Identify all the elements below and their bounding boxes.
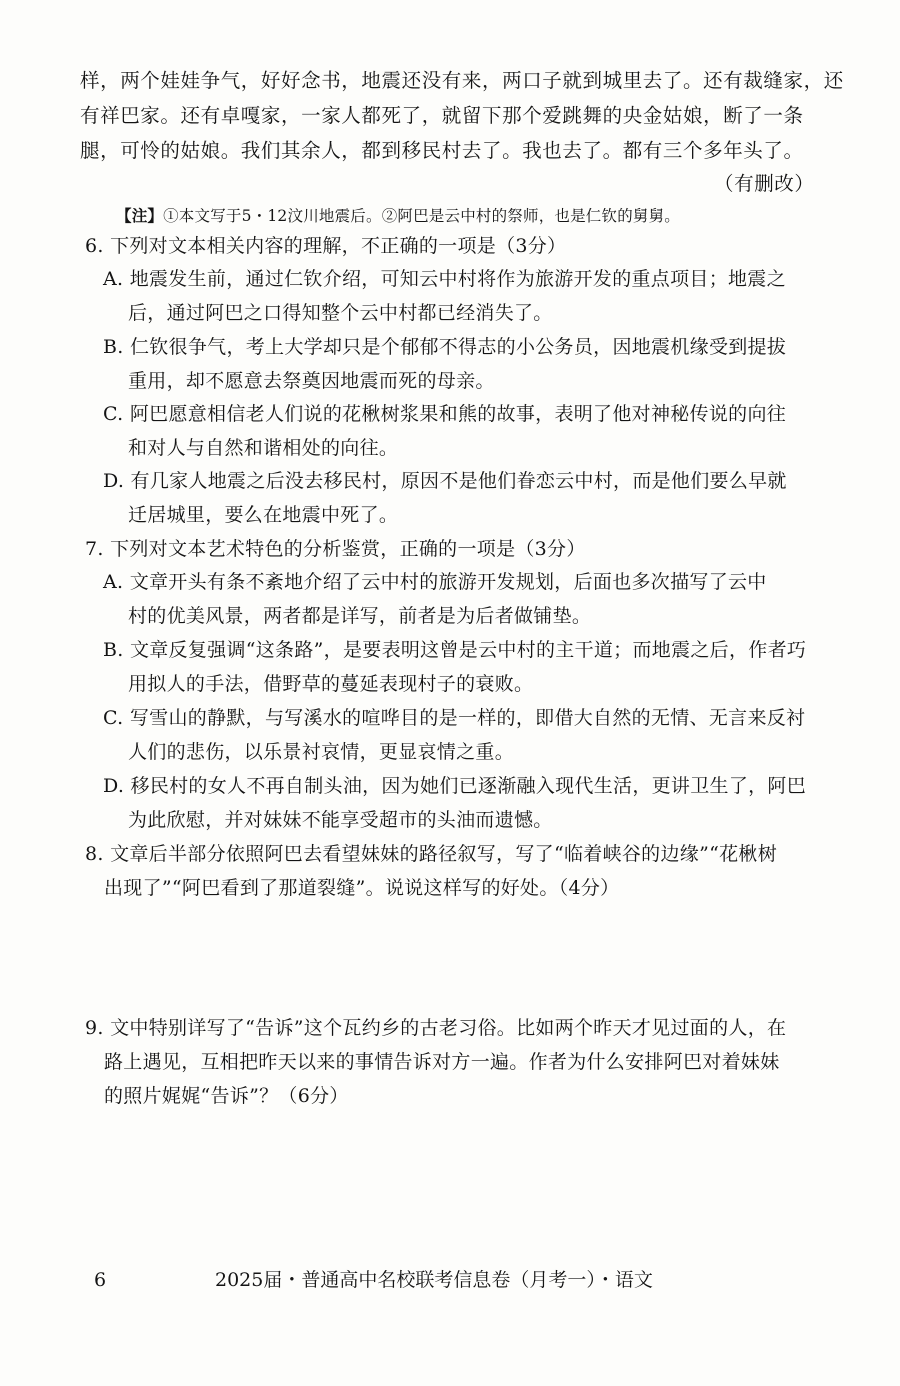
question-9-stem-cont: 路上遇见，互相把昨天以来的事情告诉对方一遍。作者为什么安排阿巴对着妹妹 [104,1051,780,1073]
question-9-stem-cont: 的照片娓娓“告诉”？（6分） [104,1085,349,1107]
footnote-text: ①本文写于5・12汶川地震后。②阿巴是云中村的祭师，也是仁钦的舅舅。 [163,207,680,225]
question-6-option-a-cont: 后，通过阿巴之口得知整个云中村都已经消失了。 [128,302,553,324]
passage-line: 有祥巴家。还有卓嘎家，一家人都死了，就留下那个爱跳舞的央金姑娘，断了一条 [80,104,804,127]
question-9-stem: 9. 文中特别详写了“告诉”这个瓦约乡的古老习俗。比如两个昨天才见过面的人，在 [85,1017,787,1039]
question-7-option-a: A. 文章开头有条不紊地介绍了云中村的旅游开发规划，后面也多次描写了云中 [103,571,767,593]
question-7-option-c-cont: 人们的悲伤，以乐景衬哀情，更显哀情之重。 [128,741,515,763]
source-note: （有删改） [714,172,815,195]
passage-line: 样，两个娃娃争气，好好念书，地震还没有来，两口子就到城里去了。还有裁缝家，还 [80,69,844,92]
question-7-option-b-cont: 用拟人的手法，借野草的蔓延表现村子的衰败。 [128,673,534,695]
question-7-option-b: B. 文章反复强调“这条路”，是要表明这曾是云中村的主干道；而地震之后，作者巧 [103,639,807,661]
question-6-option-a: A. 地震发生前，通过仁钦介绍，可知云中村将作为旅游开发的重点项目；地震之 [103,268,786,290]
question-6-option-b: B. 仁钦很争气，考上大学却只是个郁郁不得志的小公务员，因地震机缘受到提拔 [103,336,787,358]
passage-line: 腿，可怜的姑娘。我们其余人，都到移民村去了。我也去了。都有三个多年头了。 [80,139,804,162]
page-number: 6 [94,1269,107,1291]
question-6-option-d: D. 有几家人地震之后没去移民村，原因不是他们眷恋云中村，而是他们要么早就 [103,470,787,492]
question-7-option-a-cont: 村的优美风景，两者都是详写，前者是为后者做铺垫。 [128,605,592,627]
question-7-option-d-cont: 为此欣慰，并对妹妹不能享受超市的头油而遗憾。 [128,809,553,831]
question-6-option-d-cont: 迁居城里，要么在地震中死了。 [128,504,399,526]
question-6-option-c-cont: 和对人与自然和谐相处的向往。 [128,437,399,459]
question-7-stem: 7. 下列对文本艺术特色的分析鉴赏，正确的一项是（3分） [85,538,586,560]
question-8-stem-cont: 出现了”“阿巴看到了那道裂缝”。说说这样写的好处。（4分） [104,877,620,899]
question-6-option-c: C. 阿巴愿意相信老人们说的花楸树浆果和熊的故事，表明了他对神秘传说的向往 [103,403,787,425]
footnote-tag: 【注】 [116,206,164,225]
footnote [116,204,680,228]
question-7-option-c: C. 写雪山的静默，与写溪水的喧哗目的是一样的，即借大自然的无情、无言来反衬 [103,707,806,729]
question-7-option-d: D. 移民村的女人不再自制头油，因为她们已逐渐融入现代生活，更讲卫生了，阿巴 [103,775,807,797]
question-6-stem: 6. 下列对文本相关内容的理解，不正确的一项是（3分） [85,235,567,257]
footer-title: 2025届・普通高中名校联考信息卷（月考一）・语文 [215,1269,653,1291]
question-8-stem: 8. 文章后半部分依照阿巴去看望妹妹的路径叙写，写了“临着峡谷的边缘”“花楸树 [85,843,778,865]
question-6-option-b-cont: 重用，却不愿意去祭奠因地震而死的母亲。 [128,370,495,392]
